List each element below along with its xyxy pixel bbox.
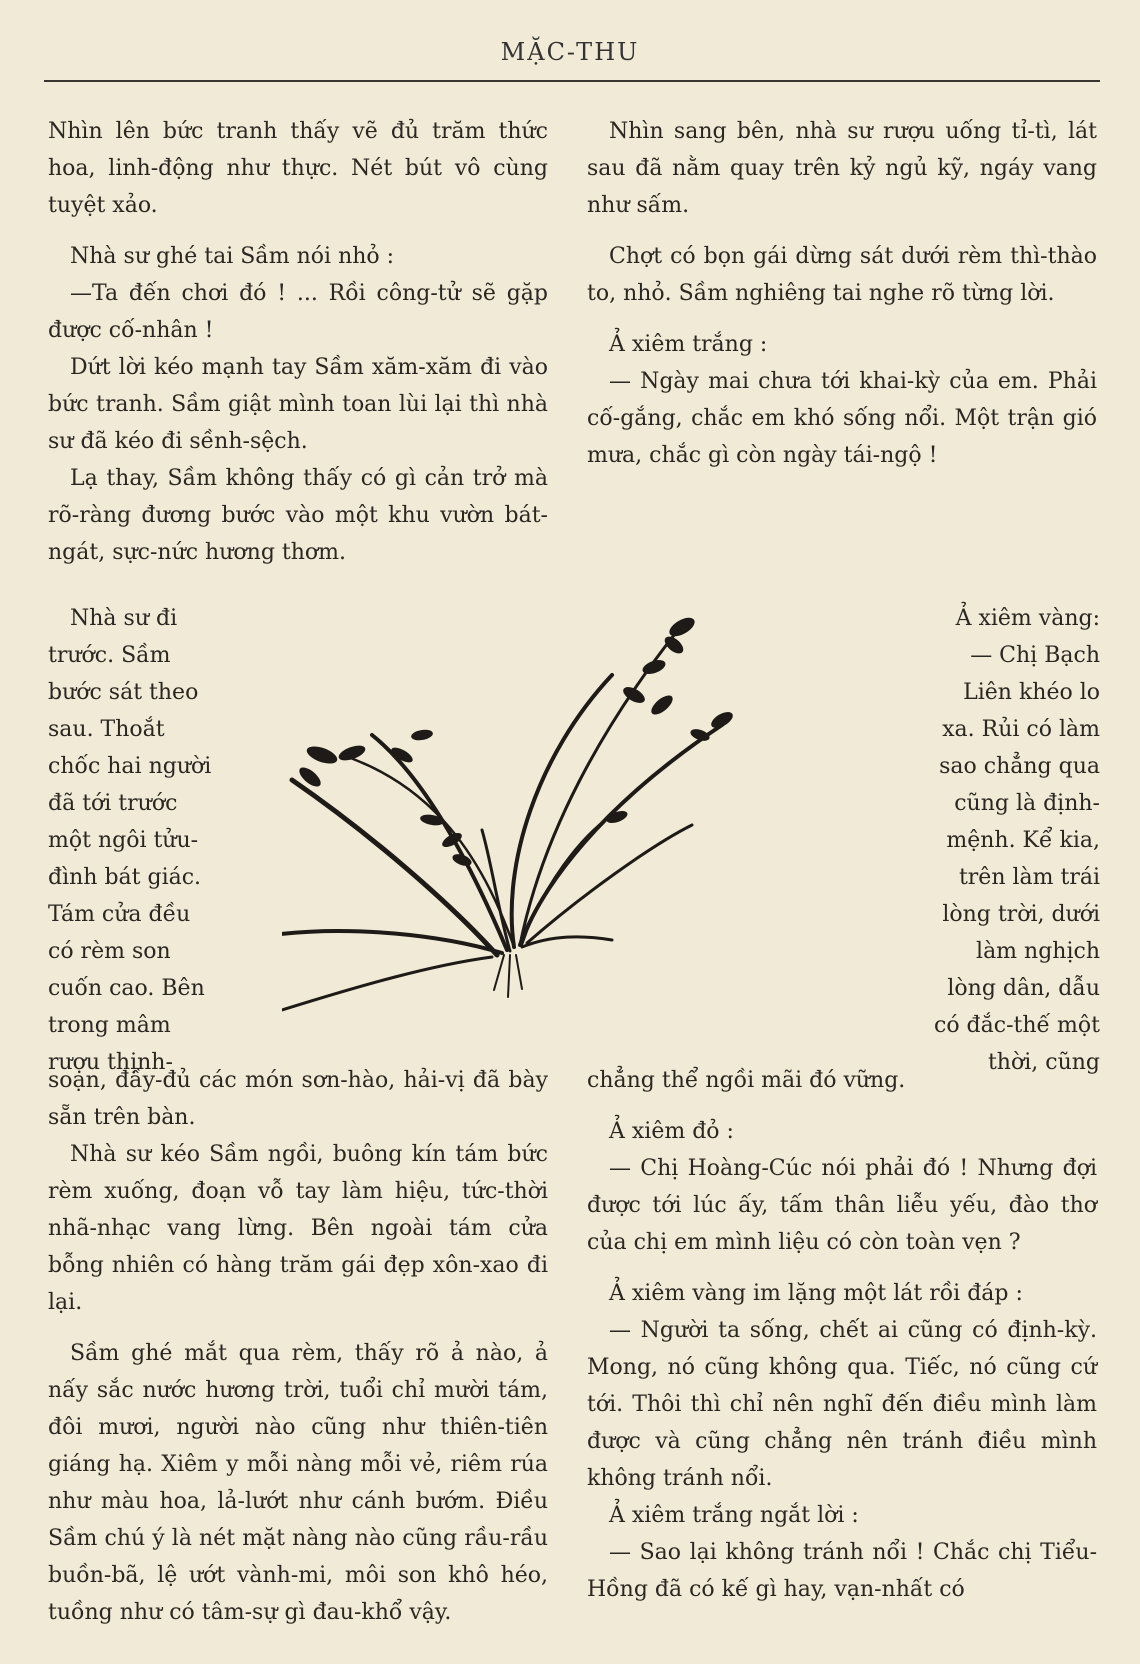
right-paragraph-2: Chợt có bọn gái dừng sát dưới rèm thì-thào to, nhỏ. Sầm nghiêng tai nghe rõ từng lời. [587, 244, 1097, 306]
left-paragraph-4: Dứt lời kéo mạnh tay Sầm xăm-xăm đi vào bức tranh. Sầm giật mình toan lùi lại thì nhà sư đã kéo đi sềnh-sệch. [48, 355, 548, 454]
left-paragraph-5: Lạ thay, Sầm không thấy có gì cản trở mà rõ-ràng đương bước vào một khu vườn bát-ngát, sực-nức hương thơm. [48, 466, 548, 565]
narrow-line: — Chị Bạch [970, 643, 1100, 668]
right-paragraph-8: Ả xiêm vàng im lặng một lát rồi đáp : [609, 1281, 1023, 1306]
narrow-line: làm nghịch [976, 939, 1100, 964]
narrow-line: trong mâm [48, 1013, 171, 1038]
narrow-line: một ngôi tửu- [48, 828, 199, 853]
right-paragraph-3: Ả xiêm trắng : [609, 332, 768, 357]
orchid-ink-illustration [282, 605, 872, 1025]
left-column-lower [48, 1062, 548, 1631]
right-paragraph-9: — Người ta sống, chết ai cũng có định-kỳ. Mong, nó cũng không qua. Tiếc, nó cũng cứ tới. Thôi thì chỉ nên nghĩ đến điều mình làm được và cũng chẳng nên tránh điều mình không tránh nổi. [587, 1318, 1097, 1491]
narrow-line: thời, cũng [987, 1050, 1100, 1075]
right-column [587, 113, 1097, 474]
narrow-line: mệnh. Kể kia, [946, 828, 1100, 853]
left-paragraph-1: Nhìn lên bức tranh thấy vẽ đủ trăm thức hoa, linh-động như thực. Nét bút vô cùng tuyệt xảo. [48, 119, 548, 218]
left-column [48, 113, 548, 571]
narrow-line: rượu thịnh- [48, 1050, 173, 1075]
left-paragraph-7: Nhà sư kéo Sầm ngồi, buông kín tám bức rèm xuống, đoạn vỗ tay làm hiệu, tức-thời nhã-nhạc vang lừng. Bên ngoài tám cửa bỗng nhiên có hàng trăm gái đẹp xôn-xao đi lại. [48, 1142, 548, 1315]
left-paragraph-2: Nhà sư ghé tai Sầm nói nhỏ : [70, 244, 395, 269]
narrow-line: trước. Sầm [48, 643, 171, 668]
narrow-line: cũng là định- [954, 791, 1100, 816]
right-paragraph-11: — Sao lại không tránh nổi ! Chắc chị Tiểu-Hồng đã có kế gì hay, vạn-nhất có [587, 1540, 1097, 1602]
narrow-line: có rèm son [48, 939, 171, 964]
right-paragraph-7: — Chị Hoàng-Cúc nói phải đó ! Nhưng đợi được tới lúc ấy, tấm thân liễu yếu, đào thơ của chị em mình liệu có còn toàn vẹn ? [587, 1156, 1097, 1255]
right-paragraph-10: Ả xiêm trắng ngắt lời : [609, 1503, 859, 1528]
right-paragraph-6: Ả xiêm đỏ : [609, 1119, 734, 1144]
narrow-line: sau. Thoắt [48, 717, 165, 742]
narrow-line: Tám cửa đều [48, 902, 191, 927]
narrow-line: xa. Rủi có làm [942, 717, 1100, 742]
right-paragraph-4: — Ngày mai chưa tới khai-kỳ của em. Phải cố-gắng, chắc em khó sống nổi. Một trận gió mưa, chắc gì còn ngày tái-ngộ ! [587, 369, 1097, 468]
running-header: MẶC-THU [500, 38, 640, 66]
narrow-line: chốc hai người [48, 754, 212, 779]
narrow-line: lòng trời, dưới [942, 902, 1100, 927]
left-narrow-text [48, 600, 238, 1081]
narrow-line: có đắc-thế một [934, 1013, 1100, 1038]
header-rule [44, 80, 1100, 82]
right-paragraph-5: chẳng thể ngồi mãi đó vững. [587, 1068, 906, 1093]
right-narrow-text [910, 600, 1100, 1081]
narrow-line: sao chẳng qua [939, 754, 1100, 779]
right-paragraph-1: Nhìn sang bên, nhà sư rượu uống tỉ-tì, lát sau đã nằm quay trên kỷ ngủ kỹ, ngáy vang như sấm. [587, 119, 1097, 218]
narrow-line: trên làm trái [958, 865, 1100, 890]
narrow-line: đã tới trước [48, 791, 178, 816]
narrow-line: Liên khéo lo [963, 680, 1100, 705]
narrow-line: bước sát theo [48, 680, 199, 705]
narrow-line: Ả xiêm vàng: [955, 606, 1100, 631]
right-column-lower [587, 1062, 1097, 1608]
left-paragraph-8: Sầm ghé mắt qua rèm, thấy rõ ả nào, ả nấy sắc nước hương trời, tuổi chỉ mười tám, đôi mươi, người nào cũng như thiên-tiên giáng hạ. Xiêm y mỗi nàng mỗi vẻ, riêm rúa như màu hoa, lả-lướt như cánh bướm. Điều Sầm chú ý là nét mặt nàng nào cũng rầu-rầu buồn-bã, lệ ướt vành-mi, môi son khô héo, tuồng như có tâm-sự gì đau-khổ vậy. [48, 1341, 548, 1625]
left-paragraph-3: —Ta đến chơi đó ! ... Rồi công-tử sẽ gặp được cố-nhân ! [48, 281, 548, 343]
narrow-line: đình bát giác. [48, 865, 202, 890]
narrow-line: lòng dân, dẫu [947, 976, 1100, 1001]
left-paragraph-6: soạn, đầy-đủ các món sơn-hào, hải-vị đã bày sẵn trên bàn. [48, 1068, 548, 1130]
narrow-line: cuốn cao. Bên [48, 976, 205, 1001]
narrow-line: Nhà sư đi [70, 606, 178, 631]
